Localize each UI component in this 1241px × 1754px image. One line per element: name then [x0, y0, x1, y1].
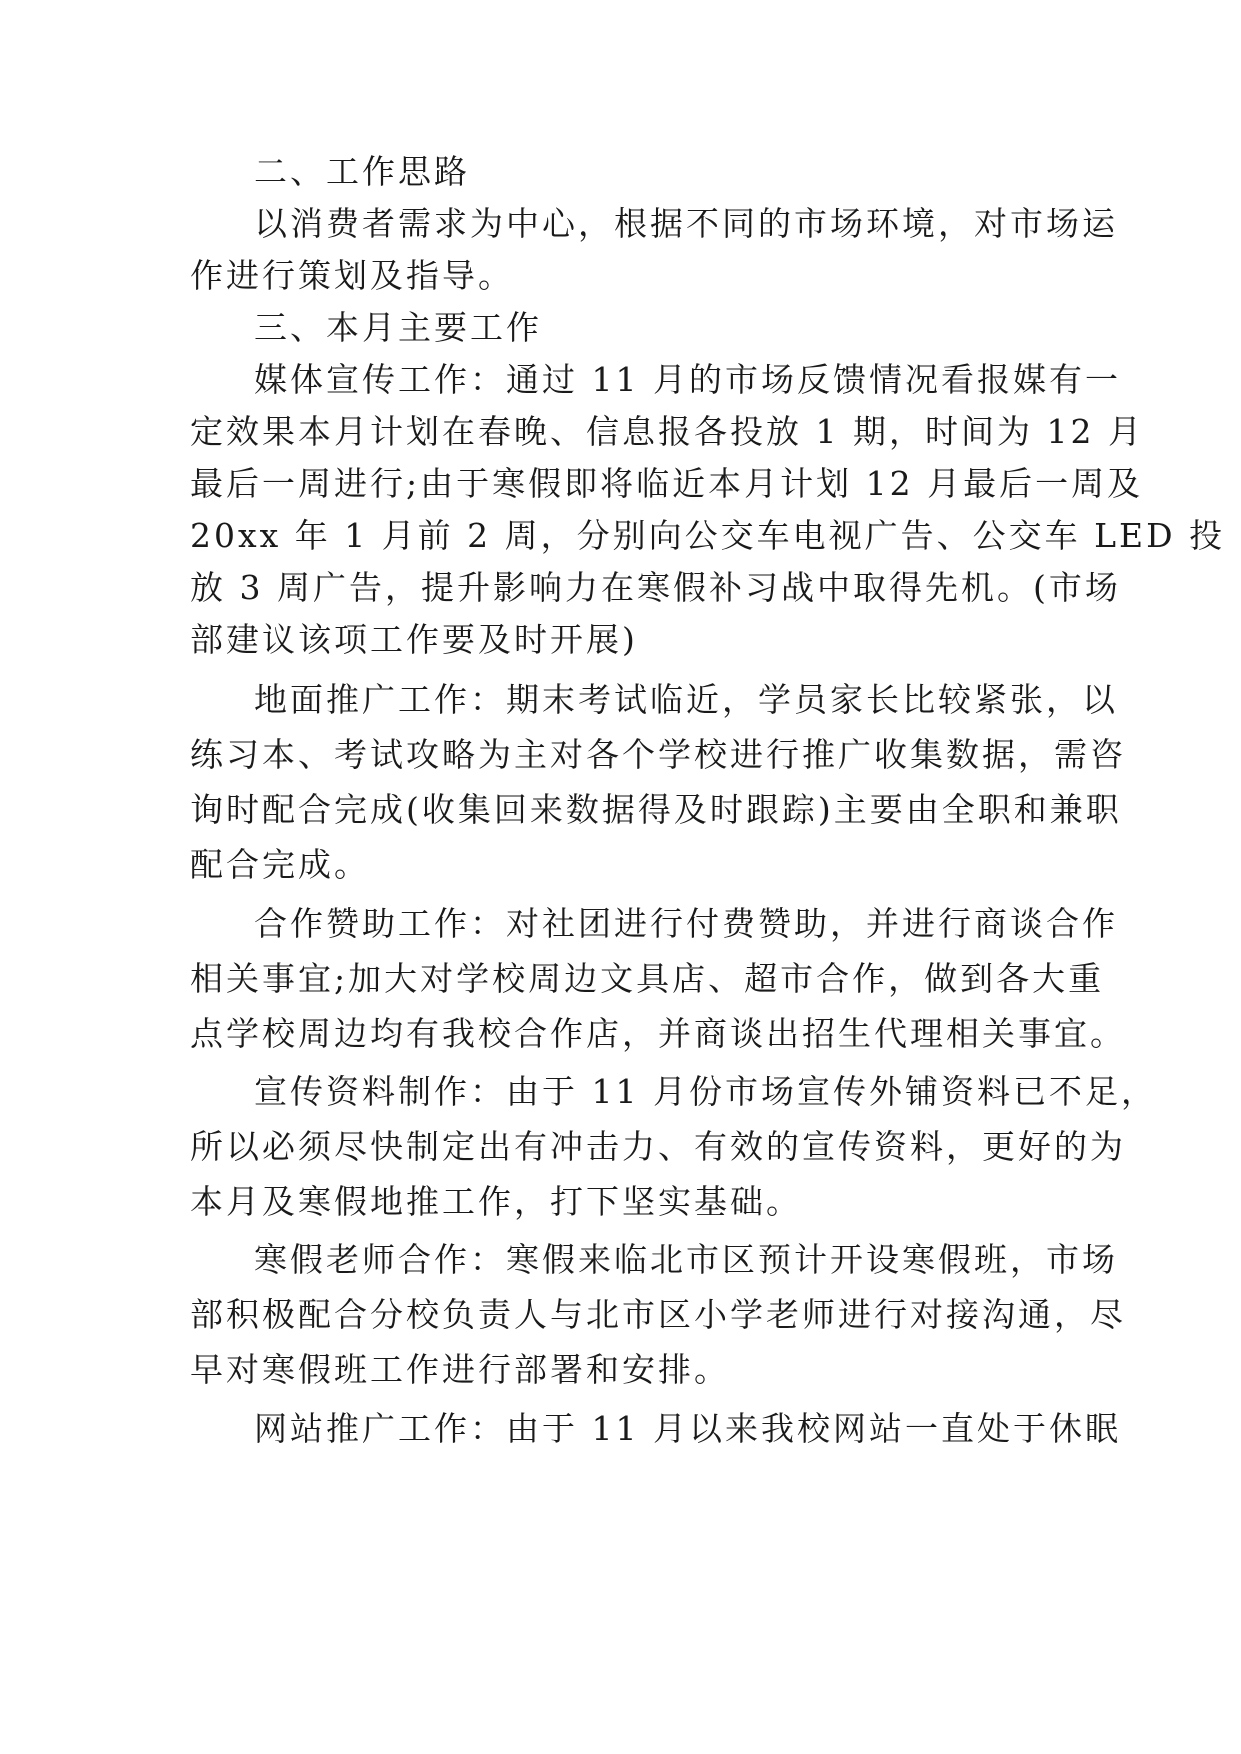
paragraph-line: 合作赞助工作：对社团进行付费赞助，并进行商谈合作 — [254, 904, 1118, 943]
section-heading-monthly-work: 三、本月主要工作 — [254, 308, 542, 347]
paragraph-line: 最后一周进行;由于寒假即将临近本月计划 12 月最后一周及 — [190, 464, 1144, 503]
paragraph-line: 相关事宜;加大对学校周边文具店、超市合作，做到各大重 — [190, 959, 1105, 998]
paragraph-line: 放 3 周广告，提升影响力在寒假补习战中取得先机。(市场 — [190, 568, 1121, 607]
paragraph-line: 询时配合完成(收集回来数据得及时跟踪)主要由全职和兼职 — [190, 790, 1122, 829]
paragraph-line: 网站推广工作：由于 11 月以来我校网站一直处于休眠 — [254, 1409, 1121, 1448]
paragraph-line: 以消费者需求为中心，根据不同的市场环境，对市场运 — [254, 204, 1118, 243]
paragraph-line: 定效果本月计划在春晚、信息报各投放 1 期，时间为 12 月 — [190, 412, 1144, 451]
paragraph-line: 练习本、考试攻略为主对各个学校进行推广收集数据，需咨 — [190, 735, 1126, 774]
paragraph-line: 点学校周边均有我校合作店，并商谈出招生代理相关事宜。 — [190, 1014, 1126, 1053]
paragraph-line: 配合完成。 — [190, 845, 370, 884]
paragraph-line: 寒假老师合作：寒假来临北市区预计开设寒假班，市场 — [254, 1240, 1118, 1279]
paragraph-line: 早对寒假班工作进行部署和安排。 — [190, 1350, 730, 1389]
paragraph-line: 本月及寒假地推工作，打下坚实基础。 — [190, 1182, 802, 1221]
paragraph-line: 部建议该项工作要及时开展) — [190, 620, 638, 659]
section-heading-work-approach: 二、工作思路 — [254, 152, 470, 191]
paragraph-line: 作进行策划及指导。 — [190, 256, 514, 295]
paragraph-line: 媒体宣传工作：通过 11 月的市场反馈情况看报媒有一 — [254, 360, 1121, 399]
paragraph-line: 地面推广工作：期末考试临近，学员家长比较紧张，以 — [254, 680, 1118, 719]
paragraph-line: 部积极配合分校负责人与北市区小学老师进行对接沟通，尽 — [190, 1295, 1126, 1334]
paragraph-line: 所以必须尽快制定出有冲击力、有效的宣传资料，更好的为 — [190, 1127, 1126, 1166]
paragraph-line: 宣传资料制作：由于 11 月份市场宣传外铺资料已不足， — [254, 1072, 1157, 1111]
paragraph-line: 20xx 年 1 月前 2 周，分别向公交车电视广告、公交车 LED 投 — [190, 516, 1226, 555]
